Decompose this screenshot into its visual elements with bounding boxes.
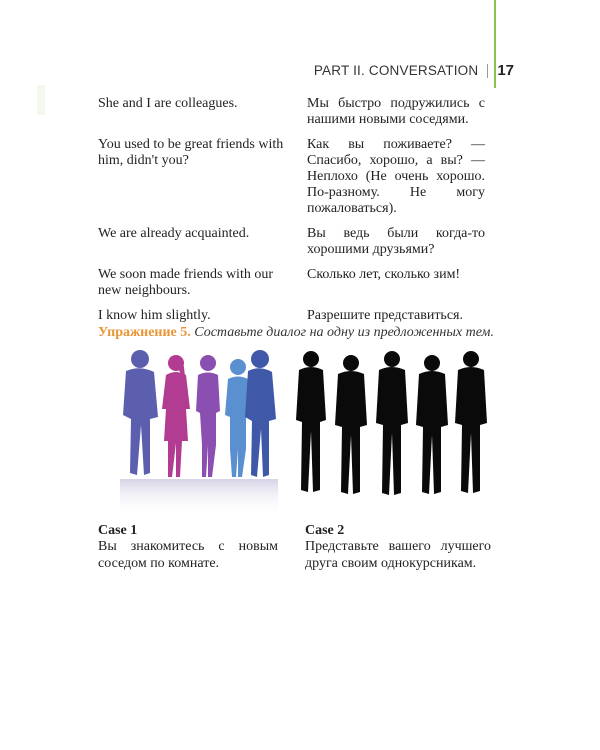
exercise-text: Составьте диалог на одну из предложенных тем. <box>194 325 494 340</box>
phrase-russian: Как вы поживаете? — Спасибо, хорошо, а вы? — Неплохо (Не очень хорошо. По-разному. Не могу пожаловаться). <box>307 137 485 216</box>
header-divider <box>487 64 488 78</box>
case-2-text: Представьте вашего лучшего друга своим однокурсникам. <box>305 539 491 571</box>
phrase-english: We soon made friends with our new neighbours. <box>98 267 273 298</box>
colored-group-illustration <box>110 345 280 520</box>
phrase-russian: Мы быстро подружились с нашими новыми соседями. <box>307 96 485 127</box>
margin-mark <box>37 85 45 115</box>
part-title: PART II. CONVERSATION <box>313 63 479 78</box>
case-1-text: Вы знакомитесь с новым соседом по комнате. <box>98 539 278 571</box>
phrase-russian: Сколько лет, сколько зим! <box>307 267 461 282</box>
page-number: 17 <box>497 62 514 79</box>
table-row <box>98 267 485 299</box>
phrase-english: She and I are colleagues. <box>98 96 238 111</box>
table-row <box>98 96 485 128</box>
phrase-english: You used to be great friends with him, didn't you? <box>98 137 284 168</box>
table-row <box>98 308 485 324</box>
case-1-title: Case 1 <box>98 523 138 538</box>
phrase-english: We are already acquainted. <box>98 226 250 241</box>
phrase-russian: Вы ведь были когда-то хорошими друзьями? <box>307 226 485 257</box>
exercise-heading <box>98 325 518 341</box>
table-row <box>98 137 485 217</box>
phrase-russian: Разрешите представиться. <box>307 308 463 323</box>
page-header <box>314 62 514 79</box>
exercise-number: Упражнение 5. <box>98 325 191 340</box>
phrase-english: I know him slightly. <box>98 308 211 323</box>
phrase-table <box>98 96 485 333</box>
business-group-illustration <box>293 345 493 500</box>
table-row <box>98 226 485 258</box>
case-2-title: Case 2 <box>305 523 345 538</box>
